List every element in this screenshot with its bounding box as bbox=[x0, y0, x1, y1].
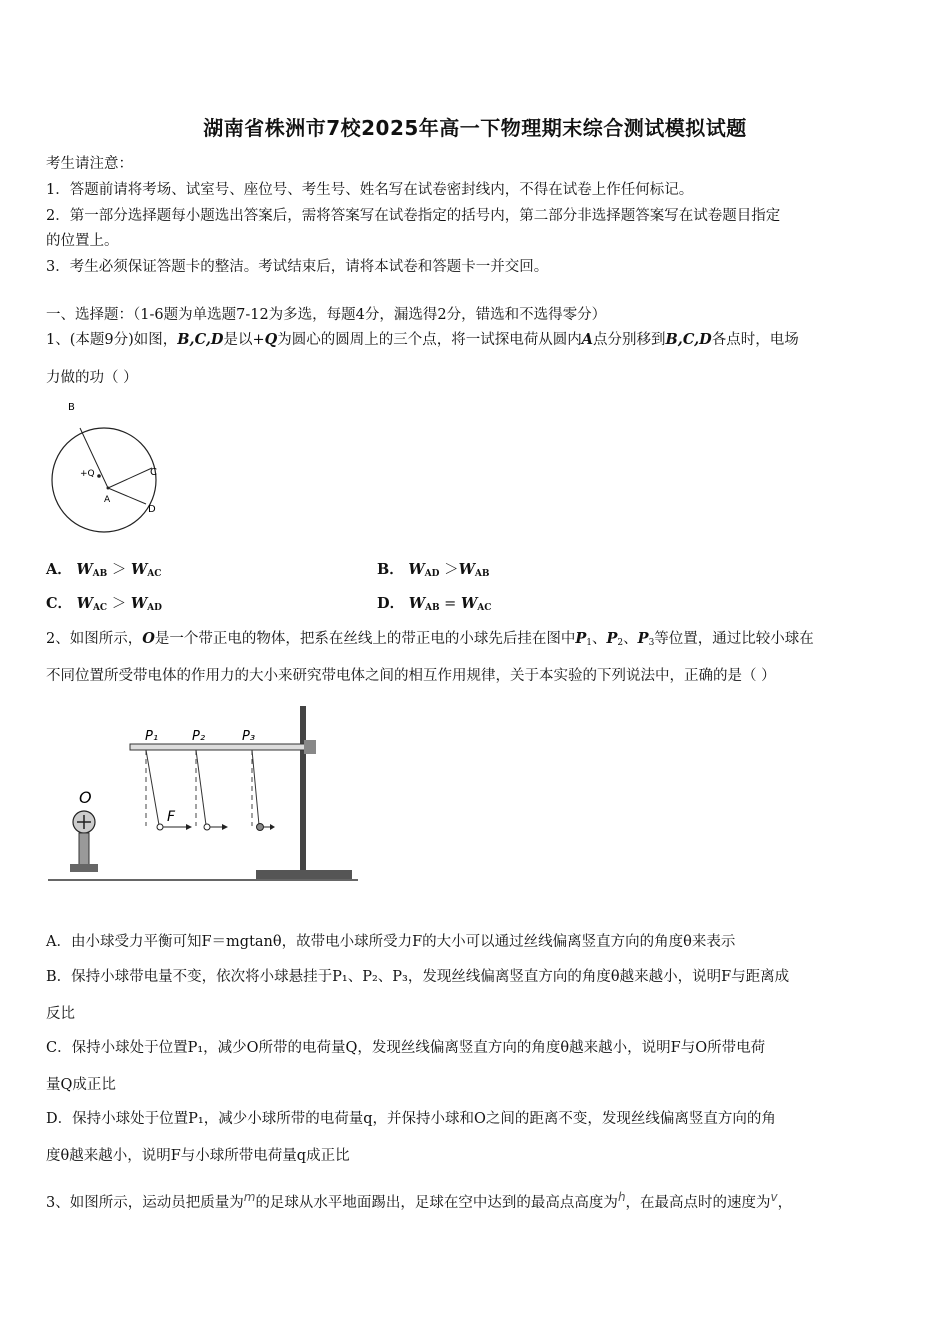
q1-option-b[interactable]: B． $W_{AD} >W_{AB}$ bbox=[377, 561, 490, 579]
thread-p3 bbox=[252, 750, 259, 825]
q2-option-b[interactable]: B．保持小球带电量不变，依次将小球悬挂于P₁、P₂、P₃，发现丝线偏离竖直方向的角度θ越来越小，说明F与距离成 bbox=[46, 969, 790, 985]
q2-option-d-cont: 度θ越来越小，说明F与小球所带电荷量q成正比 bbox=[46, 1148, 350, 1164]
notice-heading: 考生请注意： bbox=[46, 156, 133, 172]
q2-option-a[interactable]: A．由小球受力平衡可知F＝mgtanθ，故带电小球所受力F的大小可以通过丝线偏离竖直方向的角度θ来表示 bbox=[46, 934, 736, 950]
q2-stem-line1: 2、如图所示，O是一个带正电的物体，把系在丝线上的带正电的小球先后挂在图中$P_1$、$P_2$、$P_3$等位置，通过比较小球在 bbox=[46, 630, 814, 648]
notice-item-1: 1．答题前请将考场、试室号、座位号、考生号、姓名写在试卷密封线内，不得在试卷上作任何标记。 bbox=[46, 182, 694, 198]
label-f: F bbox=[167, 809, 176, 825]
notice-item-2: 2．第一部分选择题每小题选出答案后，需将答案写在试卷指定的括号内，第二部分非选择题答案写在试卷题目指定 bbox=[46, 208, 781, 224]
rod-clamp bbox=[304, 740, 316, 754]
line-a-to-b bbox=[80, 428, 108, 488]
insulating-stand bbox=[79, 833, 89, 865]
point-a-dot bbox=[107, 487, 110, 490]
q2-option-c-cont: 量Q成正比 bbox=[46, 1077, 116, 1093]
ball-p3 bbox=[257, 824, 264, 831]
notice-item-3: 3．考生必须保证答题卡的整洁。考试结束后，请将本试卷和答题卡一并交回。 bbox=[46, 259, 549, 275]
q1-circle-figure bbox=[46, 396, 176, 546]
q2-option-c[interactable]: C．保持小球处于位置P₁，减少O所带的电荷量Q，发现丝线偏离竖直方向的角度θ越来越小，说明F与O所带电荷 bbox=[46, 1040, 766, 1056]
notice-item-2-cont: 的位置上。 bbox=[46, 233, 119, 249]
stand-foot bbox=[70, 864, 98, 872]
thread-p2 bbox=[196, 750, 206, 825]
label-a: A bbox=[104, 495, 111, 505]
page-title: 湖南省株洲市7校2025年高一下物理期末综合测试模拟试题 bbox=[203, 116, 747, 140]
q1-stem-line1: 1、(本题9分)如图，B,C,D是以+Q为圆心的圆周上的三个点，将一试探电荷从圆内A点分别移到B,C,D各点时，电场 bbox=[46, 331, 799, 348]
ball-p2 bbox=[204, 824, 210, 830]
line-a-to-c bbox=[108, 468, 152, 488]
horizontal-rod bbox=[130, 744, 310, 750]
q3-stem: 3、如图所示，运动员把质量为$^m$的足球从水平地面踢出，足球在空中达到的最高点高度为$^h$，在最高点时的速度为$^v$， bbox=[46, 1190, 793, 1211]
label-c: C bbox=[150, 467, 157, 478]
q2-option-b-cont: 反比 bbox=[46, 1006, 75, 1022]
q1-option-c[interactable]: C． $W_{AC} > W_{AD}$ bbox=[46, 595, 162, 613]
ball-p1 bbox=[157, 824, 163, 830]
stand-base bbox=[256, 870, 352, 879]
label-p2: P₂ bbox=[192, 729, 206, 744]
q2-option-d[interactable]: D．保持小球处于位置P₁，减少小球所带的电荷量q，并保持小球和O之间的距离不变，发现丝线偏离竖直方向的角 bbox=[46, 1111, 776, 1127]
stand-post bbox=[300, 706, 306, 870]
section-heading: 一、选择题：（1-6题为单选题7-12为多选，每题4分，漏选得2分，错选和不选得零分） bbox=[46, 307, 607, 323]
label-b: B bbox=[68, 402, 75, 413]
label-plus-q: +Q bbox=[80, 469, 95, 479]
q2-apparatus-figure bbox=[46, 700, 366, 885]
line-a-to-d bbox=[108, 488, 146, 504]
label-p3: P₃ bbox=[242, 729, 256, 744]
label-o: O bbox=[79, 788, 92, 807]
label-d: D bbox=[148, 504, 156, 515]
q1-stem-line2: 力做的功（ ） bbox=[46, 370, 138, 386]
q1-option-a[interactable]: A． $W_{AB} > W_{AC}$ bbox=[46, 561, 162, 579]
label-p1: P₁ bbox=[145, 729, 159, 744]
q1-option-d[interactable]: D． $W_{AB} = W_{AC}$ bbox=[377, 595, 492, 613]
thread-p1 bbox=[146, 750, 159, 825]
charge-q-dot bbox=[97, 474, 101, 478]
q2-stem-line2: 不同位置所受带电体的作用力的大小来研究带电体之间的相互作用规律，关于本实验的下列说法中，正确的是（ ） bbox=[46, 668, 776, 684]
